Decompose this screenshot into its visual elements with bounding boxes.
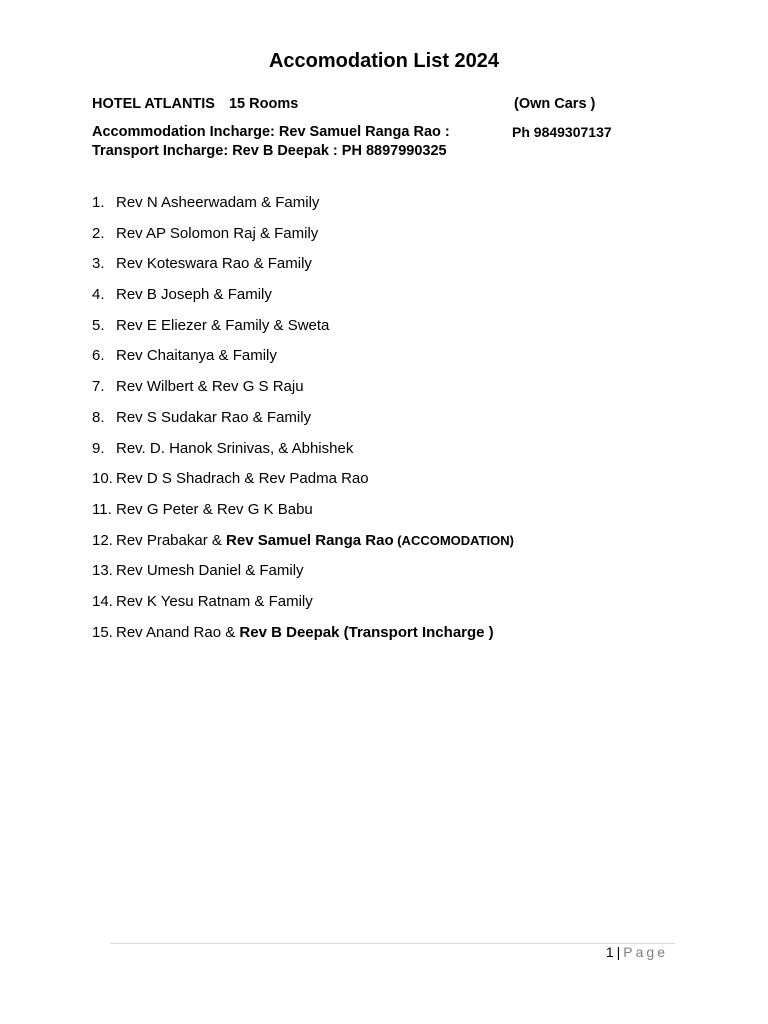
- hotel-line: [92, 96, 298, 112]
- page-number: 1: [605, 944, 614, 960]
- footer-divider: [110, 943, 675, 944]
- list-item: 2. Rev AP Solomon Raj & Family: [92, 224, 319, 242]
- list-item: 12. Rev Prabakar & Rev Samuel Ranga Rao (ACCOMODATION): [92, 531, 514, 549]
- page-title: Accomodation List 2024: [268, 50, 500, 72]
- transport-note: (Own Cars ): [514, 96, 596, 112]
- list-item: 11. Rev G Peter & Rev G K Babu: [92, 500, 313, 518]
- list-item: 3. Rev Koteswara Rao & Family: [92, 255, 312, 273]
- page-footer: [606, 944, 668, 960]
- accommodation-incharge-name: Rev Samuel Ranga Rao: [226, 531, 394, 549]
- guest-list: [92, 193, 514, 653]
- hotel-name: HOTEL ATLANTIS: [92, 96, 215, 112]
- list-item: 5. Rev E Eliezer & Family & Sweta: [92, 316, 330, 334]
- list-item: 4. Rev B Joseph & Family: [92, 286, 272, 304]
- room-count: 15 Rooms: [228, 96, 299, 112]
- list-item: 9. Rev. D. Hanok Srinivas, & Abhishek: [92, 439, 354, 457]
- accommodation-phone: Ph 9849307137: [512, 124, 612, 140]
- accommodation-incharge: Accommodation Incharge: Rev Samuel Ranga Rao :: [92, 124, 450, 140]
- list-item: 13. Rev Umesh Daniel & Family: [92, 562, 304, 580]
- list-item: 6. Rev Chaitanya & Family: [92, 347, 277, 365]
- list-item: 14. Rev K Yesu Ratnam & Family: [92, 592, 313, 610]
- list-item: 1. Rev N Asheerwadam & Family: [92, 194, 320, 211]
- transport-incharge-name: Rev B Deepak (Transport Incharge ): [239, 623, 494, 641]
- page-label: Page: [623, 944, 668, 960]
- list-item: 10. Rev D S Shadrach & Rev Padma Rao: [92, 470, 369, 488]
- list-item: 15. Rev Anand Rao & Rev B Deepak (Transport Incharge ): [92, 623, 494, 641]
- accommodation-role-note: (ACCOMODATION): [393, 532, 514, 548]
- list-item: 7. Rev Wilbert & Rev G S Raju: [92, 378, 304, 396]
- transport-incharge: Transport Incharge: Rev B Deepak : PH 8897990325: [92, 143, 447, 159]
- list-item: 8. Rev S Sudakar Rao & Family: [92, 408, 312, 426]
- footer-separator: |: [616, 944, 621, 960]
